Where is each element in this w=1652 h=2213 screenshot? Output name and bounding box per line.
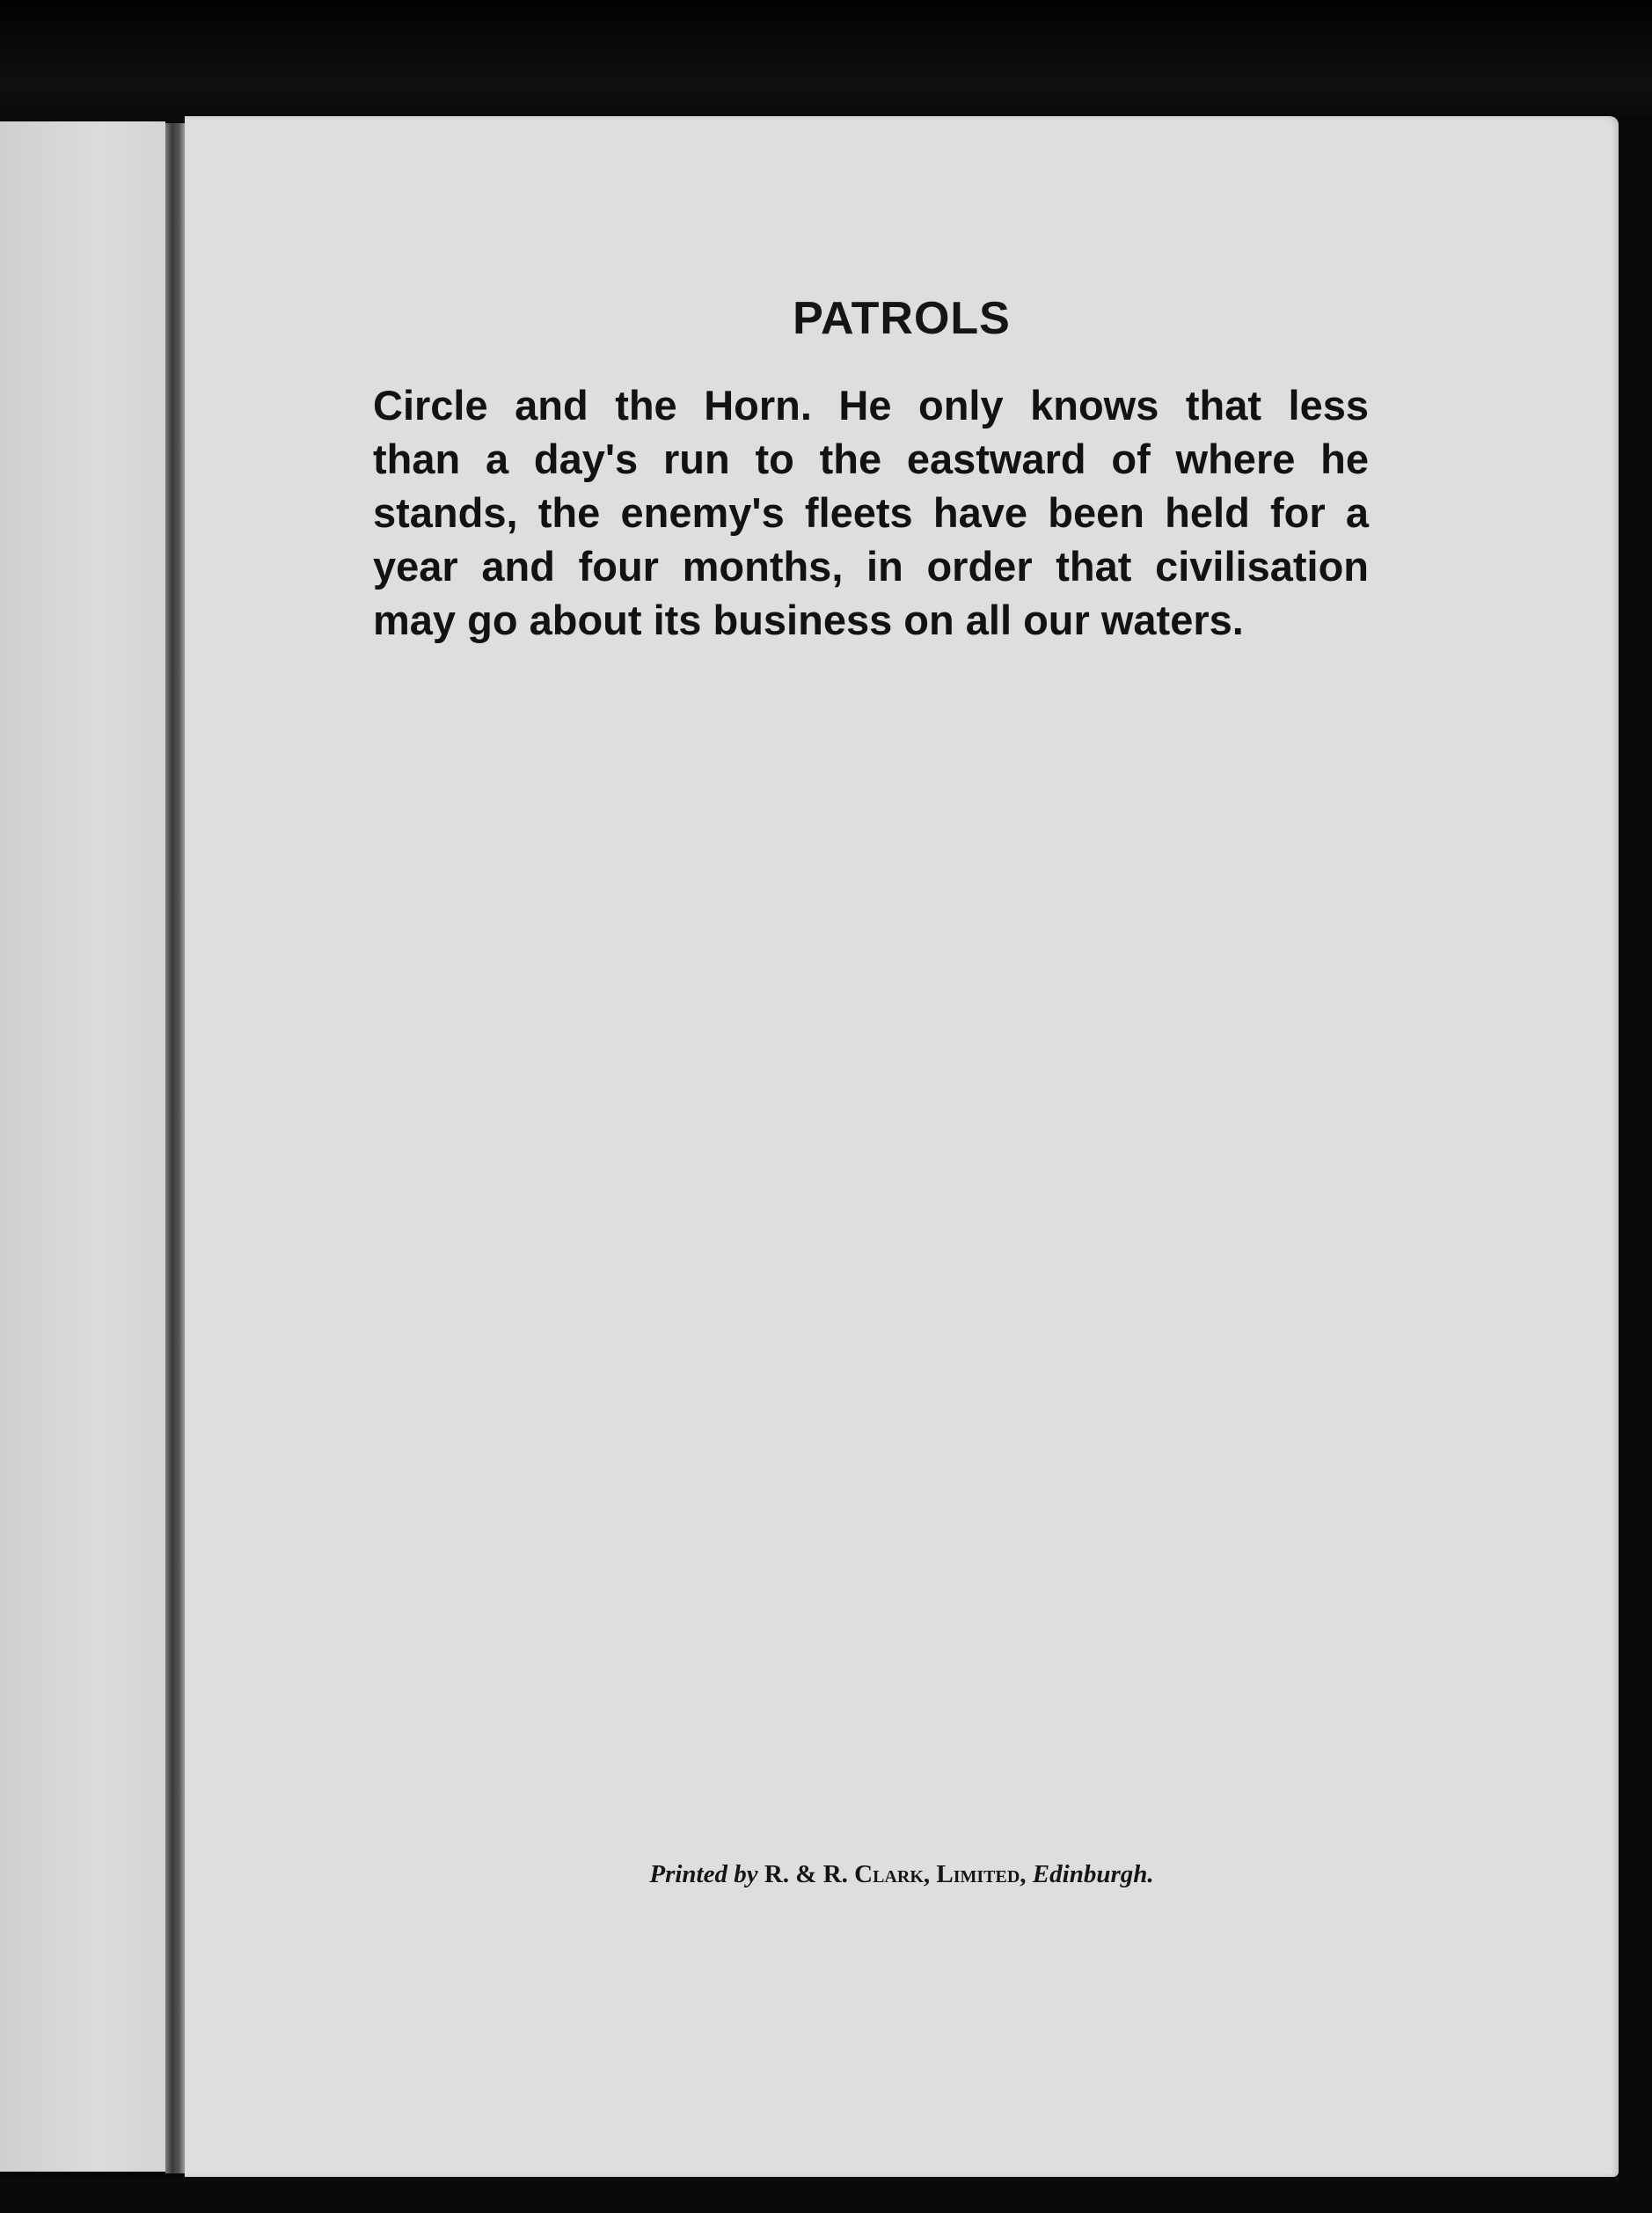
text-line: stands, the enemy's fleets have been held for a: [373, 489, 1369, 536]
facing-page-edge: [0, 121, 165, 2172]
book-gutter: [165, 123, 185, 2173]
text-line: than a day's run to the eastward of where he: [373, 436, 1369, 482]
imprint-place: Edinburgh.: [1032, 1860, 1154, 1888]
scan-background-top: [0, 0, 1652, 123]
body-text: [373, 378, 1369, 647]
imprint-printer: R. & R. Clark, Limited,: [764, 1860, 1027, 1888]
scan-background-right: [1619, 116, 1652, 2213]
scan-background-bottom: [0, 2177, 1652, 2213]
running-head: PATROLS: [793, 293, 1011, 344]
text-line: year and four months, in order that civilisation: [373, 543, 1369, 590]
text-line: may go about its business on all our waters.: [373, 597, 1244, 643]
printer-imprint: [185, 1860, 1619, 1889]
imprint-prefix: Printed by: [649, 1860, 758, 1888]
text-line: Circle and the Horn. He only knows that less: [373, 382, 1369, 429]
